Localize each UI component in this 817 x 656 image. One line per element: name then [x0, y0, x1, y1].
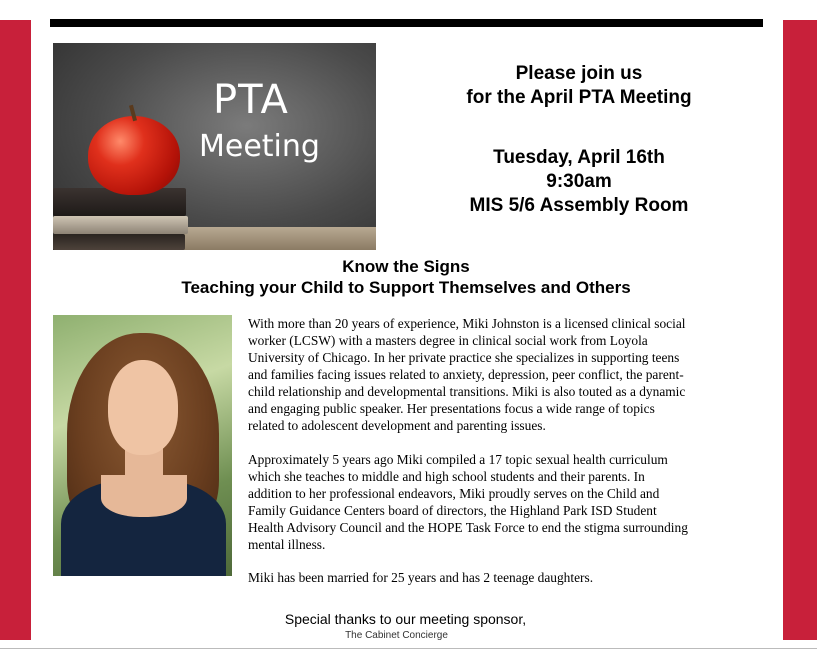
meeting-date: Tuesday, April 16th: [493, 147, 665, 168]
bio-line: child relationship and developmental transitions. Miki is also touted as a dynamic: [248, 384, 686, 399]
topic-title: Know the Signs: [342, 257, 470, 276]
invite-line-1: Please join us: [515, 63, 643, 84]
meeting-time: 9:30am: [546, 171, 612, 192]
topic-subtitle: Teaching your Child to Support Themselves and Others: [181, 278, 631, 297]
bio-line: worker (LCSW) with a masters degree in clinical social work from Loyola: [248, 333, 648, 348]
bio-line: and families facing issues related to anxiety, depression, peer conflict, the parent-: [248, 367, 684, 382]
left-red-border: [0, 20, 31, 640]
desk-surface: [183, 227, 376, 250]
pta-meeting-banner-image: [53, 43, 376, 250]
bio-paragraph-1: [248, 315, 763, 434]
sponsor-thanks: Special thanks to our meeting sponsor,: [284, 611, 527, 627]
bio-line: related to adolescent development and parenting issues.: [248, 418, 546, 433]
bio-line: Health Advisory Council and the HOPE Task Force to end the stigma surrounding: [248, 520, 688, 535]
bottom-rule: [0, 648, 817, 649]
bio-line: which she teaches to middle and high school students and their parents. In: [248, 469, 645, 484]
invite-line-2: for the April PTA Meeting: [466, 87, 692, 108]
bio-line: Miki has been married for 25 years and has 2 teenage daughters.: [248, 570, 594, 585]
apple-icon: [88, 116, 180, 195]
bio-line: and engaging public speaker. Her presentations focus a wide range of topics: [248, 401, 655, 416]
bio-line: Family Guidance Centers board of directors, the Highland Park ISD Student: [248, 503, 657, 518]
bio-line: Approximately 5 years ago Miki compiled a 17 topic sexual health curriculum: [248, 452, 668, 467]
book: [53, 216, 188, 234]
speaker-face: [108, 360, 178, 455]
right-red-border: [783, 20, 817, 640]
speaker-photo: [53, 315, 232, 576]
book: [53, 234, 185, 250]
banner-title-pta: PTA: [213, 77, 289, 123]
bio-paragraph-3: [248, 569, 763, 586]
bio-paragraph-2: [248, 451, 763, 553]
speaker-neckline: [101, 475, 187, 517]
meeting-location: MIS 5/6 Assembly Room: [469, 195, 689, 216]
bio-line: With more than 20 years of experience, Miki Johnston is a licensed clinical social: [248, 316, 686, 331]
bio-line: mental illness.: [248, 537, 326, 552]
banner-title-meeting: Meeting: [199, 129, 320, 164]
bio-line: University of Chicago. In her private practice she specializes in supporting teens: [248, 350, 680, 365]
sponsor-name: The Cabinet Concierge: [345, 630, 448, 641]
top-black-rule: [50, 19, 763, 27]
bio-line: addition to her professional endeavors, Miki proudly serves on the Child and: [248, 486, 660, 501]
